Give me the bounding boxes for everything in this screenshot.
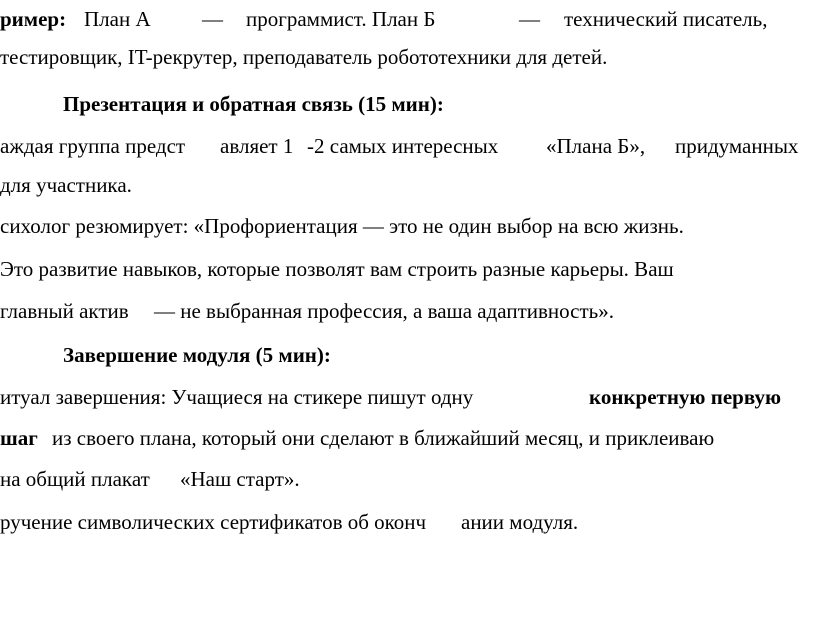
heading-completion: Завершение модуля (5 мин):	[63, 343, 331, 367]
text-line-7: Это развитие навыков, которые позволят вам строить разные карьеры. Ваш	[0, 257, 674, 281]
text-line-5: для участника.	[0, 173, 132, 197]
tech-writer-text: технический писатель,	[564, 7, 768, 31]
plan-b-text: программист. План Б	[246, 7, 436, 31]
document-page: ример: План А — программист. План Б — технический писатель, тестировщик, IT-рекрутер, преподаватель робототехники для детей. Презентация и обратная связь (15 мин): аждая группа предст авляет 1 -2 самых интересных «Плана Б», придуманных для участника. сихолог резюмирует: «Профориентация — это не один выбор на всю жизнь. Это развитие навыков, которые позволят вам строить разные карьеры. Ваш главный актив — не выбранная профессия, а ваша адаптивность». Завершение модуля (5 мин): итуал завершения: Учащиеся на стикере пишут одну конкретную первую шаг из своего плана, который они сделают в ближайший месяц, и приклеиваю на общий плакат «Наш старт». ручение символических сертификатов об оконч ании модуля.	[0, 7, 799, 534]
plan-a-text: План А	[84, 7, 151, 31]
dash-1: —	[202, 7, 223, 31]
heading-presentation: Презентация и обратная связь (15 мин):	[63, 92, 444, 116]
example-label: ример:	[0, 7, 67, 31]
dash-2: —	[519, 7, 540, 31]
text-line-6: сихолог резюмирует: «Профориентация — это не один выбор на всю жизнь.	[0, 214, 684, 238]
text-line-2: тестировщик, IT-рекрутер, преподаватель робототехники для детей.	[0, 45, 608, 69]
